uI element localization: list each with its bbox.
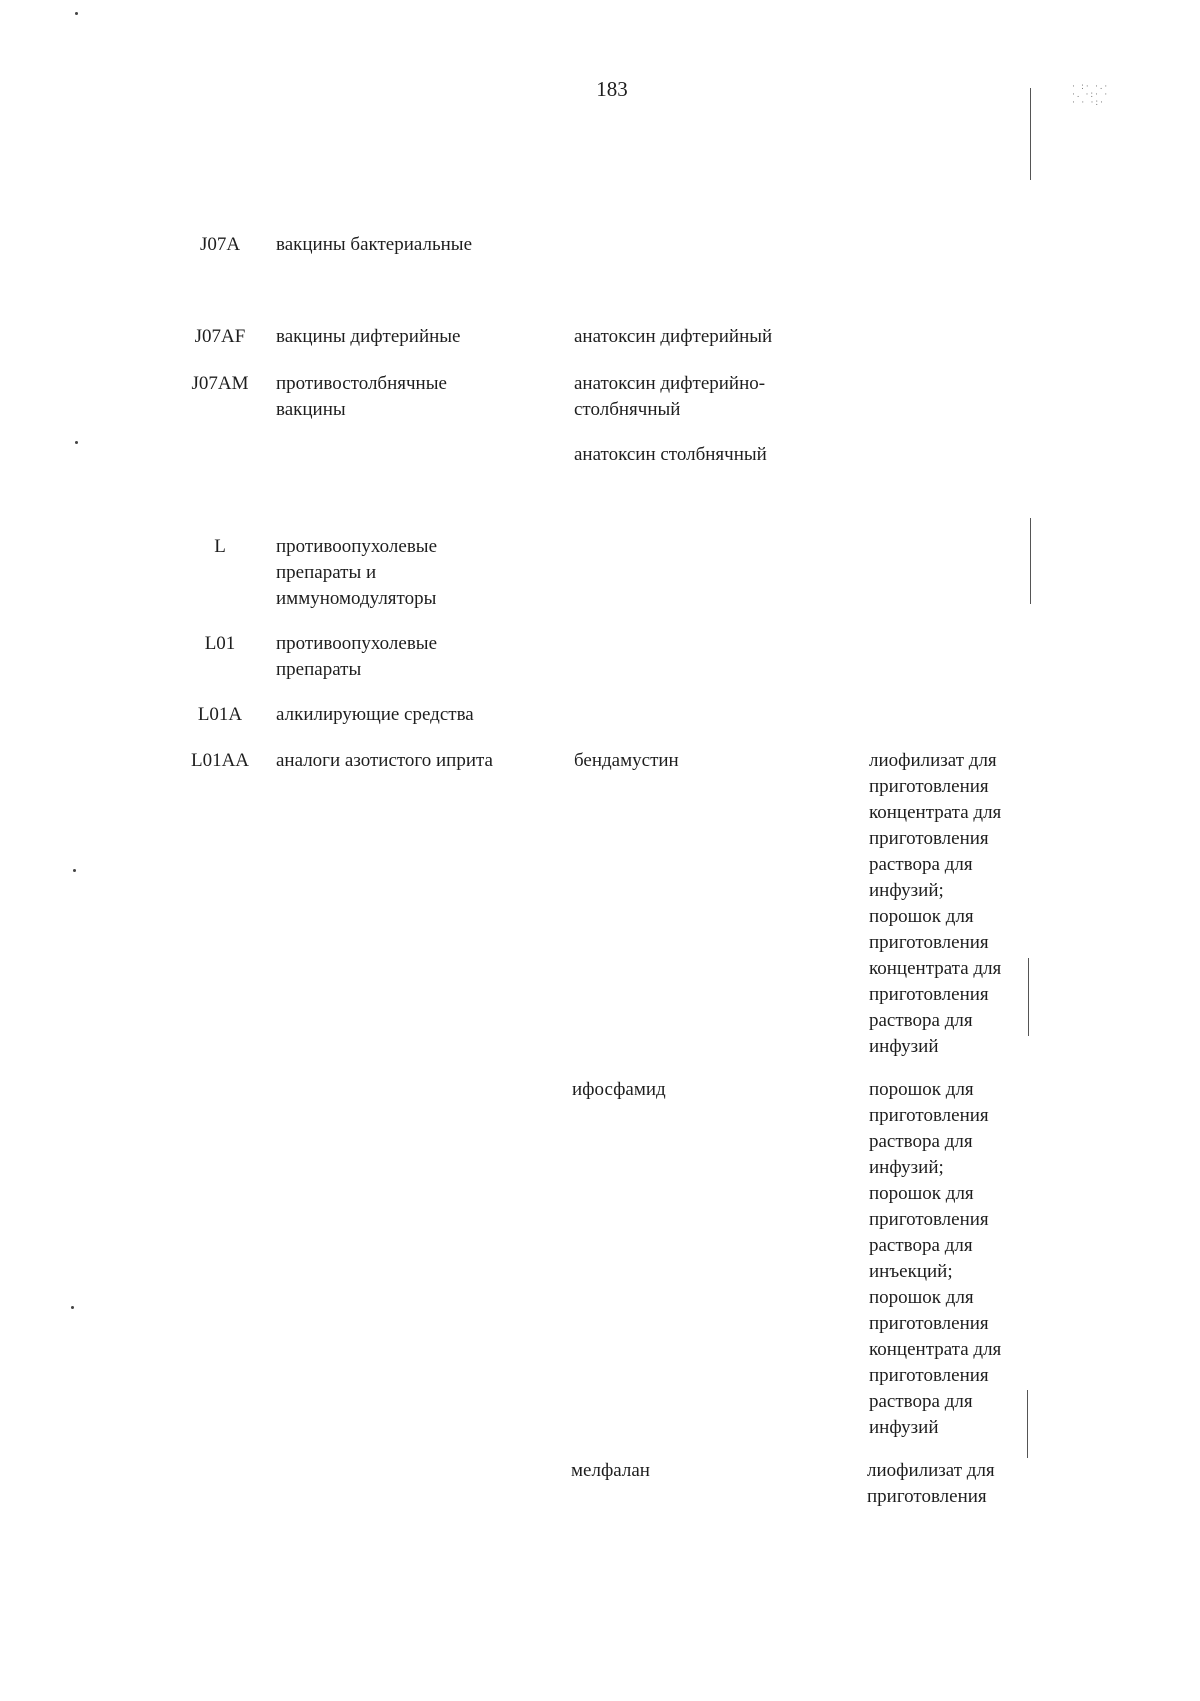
scan-margin-line <box>1030 518 1031 604</box>
atc-group-name: вакцины дифтерийные <box>276 326 461 347</box>
drug-name: ифосфамид <box>572 1079 666 1100</box>
atc-group-name: противоопухолевые препараты <box>276 633 438 680</box>
atc-group-name: вакцины бактериальные <box>276 234 473 255</box>
dosage-form: лиофилизат для приготовления <box>867 1460 995 1507</box>
atc-code: L01A <box>197 704 243 725</box>
atc-group-name: противостолбнячные вакцины <box>276 373 447 420</box>
scan-margin-line <box>1027 1390 1028 1458</box>
page-number: 183 <box>596 77 628 101</box>
atc-code: J07A <box>199 234 241 255</box>
drug-name: анатоксин дифтерийный <box>574 326 773 347</box>
atc-code: J07AM <box>191 373 249 394</box>
scan-speck <box>73 869 76 872</box>
drug-name: анатоксин дифтерийно- столбнячный <box>574 373 766 420</box>
drug-name: анатоксин столбнячный <box>574 444 767 465</box>
atc-group-name: алкилирующие средства <box>276 704 474 725</box>
atc-group-name: аналоги азотистого иприта <box>276 750 493 771</box>
scan-speck <box>75 441 78 444</box>
drug-name: бендамустин <box>574 750 679 771</box>
scan-noise: · :· ·.· ·. ·:· · · · ·:· <box>1072 81 1110 107</box>
atc-code: L <box>214 536 226 557</box>
atc-code: L01AA <box>190 750 250 771</box>
atc-group-name: противоопухолевые препараты и иммуномодуляторы <box>276 536 438 609</box>
scan-margin-line <box>1030 88 1031 180</box>
drug-name: мелфалан <box>571 1460 650 1481</box>
scan-margin-line <box>1028 958 1029 1036</box>
atc-code: L01 <box>204 633 236 654</box>
scan-speck <box>75 12 78 15</box>
dosage-form: порошок для приготовления раствора для инфузий; порошок для приготовления раствора для инъекций; порошок для приготовления концентрата для приготовления раствора для инфузий <box>869 1079 1002 1438</box>
dosage-form: лиофилизат для приготовления концентрата для приготовления раствора для инфузий; порошок для приготовления концентрата для приготовления раствора для инфузий <box>869 750 1002 1057</box>
scan-speck <box>71 1306 74 1309</box>
atc-code: J07AF <box>194 326 246 347</box>
